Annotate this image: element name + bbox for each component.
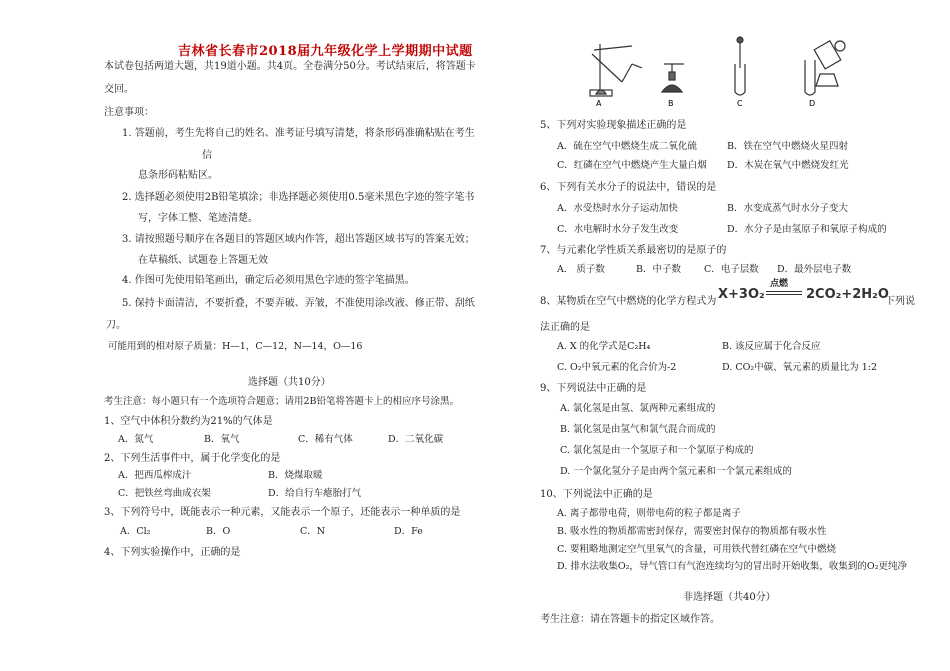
option: D．水分子是由氢原子和氧原子构成的 [727,224,887,235]
notice-item: 5. 保持卡面清洁，不要折叠，不要弄破、弄皱，不准使用涂改液、修正带、刮纸 [122,298,475,309]
option: C．电子层数 [704,264,759,275]
equation-left: X+3O₂ [718,287,765,302]
option: A．硫在空气中燃烧生成二氧化硫 [557,141,697,152]
question-stem: 2、下列生活事件中，属于化学变化的是 [104,453,281,464]
figure-label-c: C [737,99,743,108]
option: B. 氯化氢是由氢气和氯气混合而成的 [560,424,716,435]
question-stem: 法正确的是 [540,322,590,333]
option: A．水受热时水分子运动加快 [557,203,678,214]
atomic-mass-line: 可能用到的相对原子质量：H—1，C—12，N—14，O—16 [108,341,363,352]
figure-label-d: D [809,99,816,108]
question-stem: 4、下列实验操作中，正确的是 [104,547,241,558]
option: B．铁在空气中燃烧火星四射 [727,141,848,152]
question-stem: 8、某物质在空气中燃烧的化学方程式为 [540,296,717,307]
notice-item: 信 [202,150,212,161]
question-stem: 1、空气中体积分数约为21%的气体是 [104,416,273,427]
figure-label-b: B [668,99,674,108]
option: C．把铁丝弯曲成衣架 [118,488,211,499]
option: C．水电解时水分子发生改变 [557,224,679,235]
figure-label-a: A [596,99,602,108]
option: A．Cl₂ [120,526,151,537]
notice-heading: 注意事项： [104,107,154,118]
option: B．氧气 [204,434,240,445]
option: B．烧煤取暖 [268,470,323,481]
intro-line: 本试卷包括两道大题，共19道小题。共4页。全卷满分50分。考试结束后，将答题卡 [104,61,476,72]
section-heading: 非选择题（共40分） [683,592,776,603]
option: D．Fe [394,526,423,537]
section-note: 考生注意：每小题只有一个选项符合题意；请用2B铅笔将答题卡上的相应序号涂黑。 [104,396,460,407]
notice-item: 刀。 [106,320,126,331]
question-stem: 3、下列符号中，既能表示一种元素，又能表示一个原子，还能表示一种单质的是 [104,507,461,518]
question-stem: 5、下列对实验现象描述正确的是 [540,120,687,131]
equation-right: 2CO₂+2H₂O [806,287,889,302]
option: D．给自行车瘪胎打气 [268,488,362,499]
notice-item: 在草稿纸、试题卷上答题无效 [138,255,268,266]
equation-equals-sign [766,291,802,295]
question-stem: 7、与元素化学性质关系最密切的是原子的 [540,245,727,256]
option: B．O [206,526,231,537]
notice-item: 4. 作图可先使用铅笔画出，确定后必须用黑色字迹的签字笔描黑。 [122,275,415,286]
option: C. O₂中氧元素的化合价为-2 [557,362,677,373]
option: A．氮气 [118,434,154,445]
option: B．水变成蒸气时水分子变大 [727,203,848,214]
notice-item: 1. 答题前，考生先将自己的姓名、准考证号填写清楚，将条形码准确粘贴在考生 [122,128,475,139]
lab-apparatus-figure [572,34,862,110]
equation-condition: 点燃 [770,279,789,289]
option: B. 吸水性的物质都需密封保存，需要密封保存的物质都有吸水性 [557,526,827,537]
option: A. 氯化氢是由氢、氯两种元素组成的 [560,403,716,414]
option: A. X 的化学式是C₂H₄ [557,341,651,352]
section-note: 考生注意：请在答题卡的指定区域作答。 [540,614,720,625]
question-stem: 下列说 [885,296,915,307]
notice-item: 写，字体工整、笔迹清楚。 [138,213,258,224]
section-heading: 选择题（共10分） [248,377,331,388]
option: C．N [300,526,326,537]
question-stem: 6、下列有关水分子的说法中，错误的是 [540,182,717,193]
question-stem: 10、下列说法中正确的是 [540,489,653,500]
notice-item: 3. 请按照题号顺序在各题目的答题区域内作答，超出答题区域书写的答案无效； [122,234,475,245]
option: D. 一个氯化氢分子是由两个氢元素和一个氯元素组成的 [560,466,792,477]
page-title: 吉林省长春市2018届九年级化学上学期期中试题 [178,44,473,59]
option: D. 排水法收集O₂，导气管口有气泡连续均匀的冒出时开始收集，收集到的O₂更纯净 [557,561,908,572]
question-stem: 9、下列说法中正确的是 [540,383,647,394]
option: A．把西瓜榨成汁 [118,470,192,481]
notice-item: 2. 选择题必须使用2B铅笔填涂；非选择题必须使用0.5毫米黑色字迹的签字笔书 [122,192,475,203]
option: B. 该反应属于化合反应 [722,341,821,352]
option: C．稀有气体 [298,434,353,445]
option: C．红磷在空气中燃烧产生大量白烟 [557,160,707,171]
option: D．木炭在氧气中燃烧发红光 [727,160,849,171]
option: C. 氯化氢是由一个氢原子和一个氯原子构成的 [560,445,754,456]
option: A. 离子都带电荷，则带电荷的粒子都是离子 [557,508,741,519]
intro-line: 交回。 [104,84,134,95]
option: D. CO₂中碳、氧元素的质量比为 1:2 [722,362,877,373]
option: A． 质子数 [557,264,605,275]
option: C. 要粗略地测定空气里氧气的含量，可用铁代替红磷在空气中燃烧 [557,544,836,555]
option: D．最外层电子数 [777,264,852,275]
option: B．中子数 [636,264,681,275]
option: D．二氧化碳 [388,434,444,445]
notice-item: 息条形码粘贴区。 [138,170,218,181]
